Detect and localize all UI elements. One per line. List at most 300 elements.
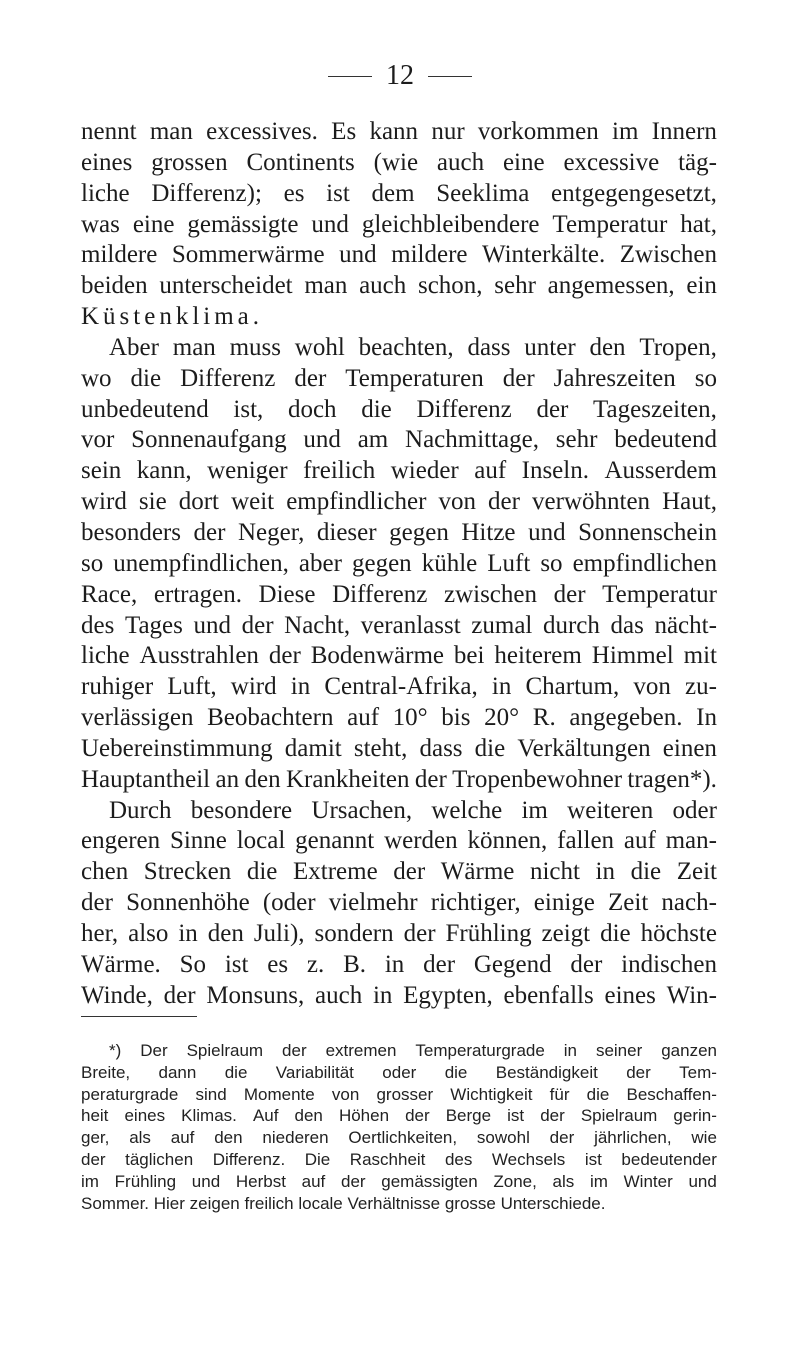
word: Sommer. bbox=[81, 1193, 154, 1213]
word: mildere bbox=[391, 241, 468, 269]
word: sehr bbox=[555, 426, 598, 454]
word: können, bbox=[467, 827, 548, 855]
word: einen bbox=[662, 734, 717, 762]
word: den bbox=[207, 919, 244, 947]
word: fallen bbox=[557, 827, 615, 855]
word: nächt- bbox=[654, 611, 717, 639]
word: gegen bbox=[351, 549, 412, 577]
word: verlässigen bbox=[81, 704, 194, 732]
footnote-line bbox=[81, 1149, 717, 1171]
word: Strecken bbox=[143, 858, 232, 886]
word: freilich bbox=[303, 457, 376, 485]
word: was bbox=[81, 210, 120, 238]
word: Himmel bbox=[591, 642, 674, 670]
word: nur bbox=[431, 118, 465, 145]
word: vorkommen bbox=[477, 118, 599, 145]
word: wird bbox=[230, 673, 277, 701]
word: Continents bbox=[246, 148, 355, 176]
word: Temperaturgrade bbox=[415, 1041, 545, 1060]
word: B. bbox=[343, 950, 367, 978]
word: Uebereinstimmung bbox=[81, 734, 273, 762]
word: am bbox=[357, 426, 389, 454]
word: Wärme bbox=[440, 858, 515, 886]
word: Neger, bbox=[238, 518, 305, 546]
word: man bbox=[172, 333, 216, 361]
footnote-line bbox=[81, 1084, 717, 1106]
word: und bbox=[688, 1171, 717, 1191]
word: Höhen bbox=[338, 1106, 390, 1126]
word: unbedeutend bbox=[81, 395, 209, 423]
word: sondern bbox=[314, 919, 394, 947]
word: höchste bbox=[640, 919, 717, 947]
word: Spielraum bbox=[186, 1041, 264, 1060]
word: als bbox=[552, 1171, 575, 1191]
word: Hitze bbox=[461, 518, 516, 546]
word: die bbox=[246, 858, 278, 886]
footnote-separator bbox=[81, 1016, 197, 1017]
word: so bbox=[81, 549, 104, 577]
word: Tropenbewohner bbox=[452, 765, 623, 793]
text-line bbox=[81, 950, 717, 981]
word: Krankheiten bbox=[285, 765, 410, 793]
page-number: 12 bbox=[386, 60, 414, 91]
word: Extreme bbox=[293, 858, 378, 886]
word: Tem- bbox=[679, 1062, 717, 1082]
word: auch bbox=[436, 148, 485, 176]
word: indischen bbox=[621, 950, 717, 978]
word: extremen bbox=[325, 1041, 397, 1060]
word: als bbox=[129, 1128, 151, 1148]
word: liche bbox=[81, 642, 130, 670]
word: empfindlichen bbox=[572, 549, 717, 577]
word: Tageszeiten, bbox=[593, 395, 717, 423]
word: Oertlichkeiten, bbox=[348, 1128, 458, 1148]
word: vielmehr bbox=[328, 889, 418, 917]
text-line bbox=[81, 703, 717, 734]
text-line bbox=[81, 210, 717, 241]
word: ertragen. bbox=[153, 580, 242, 608]
word: local bbox=[236, 827, 286, 855]
word: weiteren bbox=[567, 796, 654, 824]
word: also bbox=[128, 919, 169, 947]
word: Differenz bbox=[180, 364, 276, 392]
word: in bbox=[563, 1041, 578, 1060]
text-line bbox=[81, 672, 717, 703]
word: dass bbox=[419, 734, 463, 762]
footnote-line bbox=[81, 1062, 717, 1084]
word: Es bbox=[331, 118, 357, 145]
word: hat, bbox=[680, 210, 717, 238]
word: Momente bbox=[243, 1084, 315, 1104]
word: Hier bbox=[153, 1193, 190, 1213]
word: auf bbox=[170, 1128, 195, 1148]
word: besonders bbox=[81, 518, 181, 546]
word: auf bbox=[347, 704, 380, 732]
word: der bbox=[403, 919, 436, 947]
text-line bbox=[81, 765, 717, 796]
word: Sonnenschein bbox=[578, 518, 717, 546]
word: empfindlicher bbox=[286, 488, 427, 516]
word: beachten, bbox=[358, 333, 454, 361]
text-line bbox=[81, 364, 717, 395]
word: der bbox=[294, 364, 327, 392]
word: excessives. bbox=[206, 118, 318, 145]
word: Differenz bbox=[332, 580, 428, 608]
word: an bbox=[215, 765, 240, 793]
text-line bbox=[81, 549, 717, 580]
word: liche bbox=[81, 179, 130, 207]
word: des bbox=[81, 611, 115, 639]
word: im bbox=[521, 796, 548, 824]
word: man bbox=[149, 118, 193, 145]
word: es bbox=[283, 179, 305, 207]
word: Winde, bbox=[81, 981, 153, 1009]
word: durch bbox=[542, 611, 600, 639]
word: Tages bbox=[124, 611, 183, 639]
word: Frühling bbox=[114, 1171, 177, 1191]
word: Ausstrahlen bbox=[139, 642, 259, 670]
word: der bbox=[540, 1106, 565, 1126]
word: die bbox=[224, 1062, 248, 1082]
word: excessive bbox=[563, 148, 660, 176]
text-line bbox=[81, 919, 717, 950]
word: ger, bbox=[81, 1128, 110, 1148]
word: die bbox=[130, 364, 162, 392]
word: her, bbox=[81, 919, 119, 947]
word: locale bbox=[298, 1193, 348, 1213]
word: eine bbox=[132, 210, 175, 238]
word: zu- bbox=[685, 673, 717, 701]
word: sowohl bbox=[476, 1128, 530, 1148]
word: nach- bbox=[661, 889, 717, 917]
word: Durch bbox=[109, 796, 172, 824]
word: bedeutend bbox=[614, 426, 717, 454]
word: richtiger, bbox=[430, 889, 521, 917]
word: Küstenklima. bbox=[81, 303, 264, 331]
word: der bbox=[626, 1062, 651, 1082]
word: zwischen bbox=[443, 580, 537, 608]
word: einige bbox=[533, 889, 595, 917]
footnote bbox=[81, 1040, 717, 1214]
word: ganzen bbox=[661, 1041, 717, 1060]
text-line bbox=[81, 981, 717, 1012]
text-line bbox=[81, 240, 717, 271]
text-line bbox=[81, 518, 717, 549]
word: bedeutender bbox=[621, 1149, 717, 1169]
word: der bbox=[81, 1149, 106, 1169]
word: Sommerwärme bbox=[171, 241, 325, 269]
word: und bbox=[191, 1171, 221, 1191]
word: der bbox=[340, 1171, 366, 1191]
word: mit bbox=[683, 642, 717, 670]
word: ist, bbox=[233, 395, 264, 423]
word: weit bbox=[231, 488, 275, 516]
word: der bbox=[502, 364, 535, 392]
word: und bbox=[339, 241, 377, 269]
word: man- bbox=[665, 827, 717, 855]
word: Bodenwärme bbox=[310, 642, 444, 670]
word: Ausserdem bbox=[604, 457, 717, 485]
word: grosse bbox=[444, 1193, 501, 1213]
word: Sonnenaufgang bbox=[131, 426, 287, 454]
word: der bbox=[536, 395, 569, 423]
word: in bbox=[290, 673, 311, 701]
word: grosser bbox=[376, 1084, 434, 1104]
word: Variabilität bbox=[275, 1062, 354, 1082]
word: Tropen, bbox=[639, 333, 717, 361]
word: sein bbox=[81, 457, 122, 485]
word: der bbox=[488, 488, 520, 516]
word: der bbox=[423, 950, 456, 978]
word: jährlichen, bbox=[594, 1128, 672, 1148]
word: von bbox=[438, 488, 476, 516]
word: den bbox=[589, 333, 626, 361]
word: auf bbox=[623, 827, 656, 855]
word: für bbox=[549, 1084, 570, 1104]
word: Innern bbox=[651, 118, 717, 145]
word: die bbox=[361, 395, 392, 423]
word: Beobachtern bbox=[207, 704, 334, 732]
word: Monsuns, bbox=[206, 981, 305, 1009]
word: sehr bbox=[494, 272, 536, 300]
footnote-line bbox=[81, 1040, 717, 1062]
word: Beständigkeit bbox=[495, 1062, 598, 1082]
word: entgegengesetzt, bbox=[551, 179, 717, 207]
word: Jahreszeiten bbox=[553, 364, 676, 392]
word: Seeklima bbox=[436, 179, 530, 207]
text-line bbox=[81, 148, 717, 179]
word: eines bbox=[604, 981, 656, 1009]
word: Sinne bbox=[169, 827, 227, 855]
text-line bbox=[81, 487, 717, 518]
text-line bbox=[81, 179, 717, 210]
word: engeren bbox=[81, 827, 161, 855]
word: in bbox=[384, 950, 405, 978]
word: Klimas. bbox=[181, 1106, 237, 1126]
footnote-line bbox=[81, 1127, 717, 1149]
word: eines bbox=[124, 1106, 166, 1126]
word: grossen bbox=[151, 148, 228, 176]
word: vor bbox=[81, 426, 115, 454]
word: R. bbox=[532, 704, 556, 732]
word: im bbox=[612, 118, 639, 145]
word: die bbox=[444, 1062, 468, 1082]
word: Spielraum bbox=[580, 1106, 658, 1126]
word: die bbox=[630, 858, 662, 886]
word: gleichbleibendere bbox=[361, 210, 540, 238]
word: Auf bbox=[252, 1106, 279, 1126]
word: der bbox=[553, 580, 586, 608]
word: in bbox=[491, 673, 512, 701]
word: im bbox=[589, 1171, 608, 1191]
word: Inseln. bbox=[521, 457, 589, 485]
word: Sonnenhöhe bbox=[126, 889, 250, 917]
word: Verkältungen bbox=[517, 734, 651, 762]
word: beiden bbox=[81, 272, 148, 300]
word: von bbox=[633, 673, 671, 701]
word: nicht bbox=[529, 858, 580, 886]
word: Beschaffen- bbox=[626, 1084, 717, 1104]
word: Differenz bbox=[416, 395, 512, 423]
word: Race, bbox=[81, 580, 138, 608]
word: Luft, bbox=[167, 673, 217, 701]
header-rule-left bbox=[328, 76, 372, 77]
word: der bbox=[241, 611, 274, 639]
word: ruhiger bbox=[81, 673, 154, 701]
word: Unterschiede. bbox=[500, 1193, 606, 1213]
word: der bbox=[282, 1041, 307, 1060]
word: auch bbox=[359, 272, 407, 300]
word: seiner bbox=[595, 1041, 643, 1060]
word: oder bbox=[382, 1062, 417, 1082]
word: angegeben. bbox=[569, 704, 683, 732]
word: Wechsels bbox=[491, 1149, 566, 1169]
word: wohl bbox=[294, 333, 345, 361]
word: gerin- bbox=[673, 1106, 717, 1126]
word: im bbox=[81, 1171, 99, 1191]
word: Zwischen bbox=[619, 241, 717, 269]
word: der bbox=[268, 642, 301, 670]
word: Der bbox=[140, 1041, 168, 1060]
word: der bbox=[414, 765, 447, 793]
word: Breite, bbox=[81, 1062, 131, 1082]
word: z. bbox=[306, 950, 325, 978]
word: die bbox=[474, 734, 506, 762]
word: so bbox=[540, 549, 563, 577]
word: täglichen bbox=[125, 1149, 194, 1169]
word: sie bbox=[138, 488, 167, 516]
word: auf bbox=[301, 1171, 326, 1191]
word: unterscheidet bbox=[159, 272, 293, 300]
word: Hauptantheil bbox=[81, 765, 211, 793]
paragraph-start-line bbox=[81, 796, 717, 827]
word: bis bbox=[441, 704, 471, 732]
word: dem bbox=[371, 179, 415, 207]
word: wird bbox=[81, 488, 127, 516]
word: Temperaturen bbox=[345, 364, 484, 392]
word: angemessen, bbox=[547, 272, 675, 300]
word: unempfindlichen, bbox=[113, 549, 289, 577]
word: (wie bbox=[373, 148, 419, 176]
paragraph-start-line bbox=[81, 333, 717, 364]
word: zeigt bbox=[541, 919, 591, 947]
text-line bbox=[81, 456, 717, 487]
word: in bbox=[595, 858, 615, 886]
word: Differenz. bbox=[212, 1149, 286, 1169]
word: man bbox=[304, 272, 348, 300]
word: Winter bbox=[623, 1171, 673, 1191]
footnote-line bbox=[81, 1105, 717, 1127]
text-line bbox=[81, 857, 717, 888]
word: veranlasst bbox=[360, 611, 461, 639]
word: die bbox=[586, 1084, 610, 1104]
word: das bbox=[610, 611, 644, 639]
word: Chartum, bbox=[525, 673, 620, 701]
word: besondere bbox=[190, 796, 293, 824]
word: dieser bbox=[316, 518, 377, 546]
word: ist bbox=[584, 1149, 602, 1169]
word: doch bbox=[287, 395, 337, 423]
word: 10° bbox=[392, 704, 428, 732]
word: steht, bbox=[353, 734, 408, 762]
word: der bbox=[393, 858, 426, 886]
word: in bbox=[372, 981, 393, 1009]
word: muss bbox=[229, 333, 281, 361]
text-line bbox=[81, 888, 717, 919]
word: 20° bbox=[484, 704, 520, 732]
word: Aber bbox=[109, 333, 159, 361]
word: Zone, bbox=[493, 1171, 537, 1191]
word: der bbox=[549, 1128, 575, 1148]
text-line bbox=[81, 641, 717, 672]
word: Wichtigkeit bbox=[450, 1084, 533, 1104]
word: unter bbox=[524, 333, 576, 361]
word: von bbox=[331, 1084, 360, 1104]
word: Juli), bbox=[253, 919, 305, 947]
header-rule-right bbox=[428, 76, 472, 77]
word: und bbox=[528, 518, 566, 546]
word: ist bbox=[507, 1106, 525, 1126]
word: kann, bbox=[136, 457, 192, 485]
word: Haut, bbox=[662, 488, 717, 516]
word: zeigen bbox=[189, 1193, 245, 1213]
word: heiterem bbox=[494, 642, 582, 670]
word: ein bbox=[686, 272, 717, 300]
word: oder bbox=[672, 796, 717, 824]
word: damit bbox=[284, 734, 342, 762]
text-line bbox=[81, 734, 717, 765]
word: zumal bbox=[471, 611, 533, 639]
word: niederen bbox=[262, 1128, 329, 1148]
word: der bbox=[193, 518, 226, 546]
word: (oder bbox=[262, 889, 316, 917]
word: eines bbox=[81, 148, 133, 176]
word: Temperatur bbox=[552, 210, 668, 238]
word: ist bbox=[326, 179, 350, 207]
word: der bbox=[163, 981, 196, 1009]
word: nennt bbox=[81, 118, 137, 145]
word: Berge bbox=[445, 1106, 492, 1126]
word: Die bbox=[304, 1149, 331, 1169]
word: dann bbox=[158, 1062, 197, 1082]
word: gegen bbox=[389, 518, 449, 546]
word: täg- bbox=[678, 148, 717, 176]
word: den bbox=[214, 1128, 243, 1148]
word: und bbox=[193, 611, 231, 639]
word: Frühling bbox=[445, 919, 532, 947]
word: *) bbox=[109, 1041, 122, 1060]
word: chen bbox=[81, 858, 129, 886]
word: freilich bbox=[244, 1193, 299, 1213]
word: aber bbox=[298, 549, 342, 577]
word: des bbox=[444, 1149, 473, 1169]
word: den bbox=[294, 1106, 323, 1126]
word: und bbox=[311, 210, 349, 238]
text-line bbox=[81, 425, 717, 456]
word: Nacht, bbox=[284, 611, 351, 639]
word: mildere bbox=[81, 241, 158, 269]
word: genannt bbox=[295, 827, 375, 855]
word: Winterkälte. bbox=[482, 241, 606, 269]
text-line bbox=[81, 826, 717, 857]
footnote-line bbox=[81, 1193, 717, 1215]
word: auf bbox=[474, 457, 507, 485]
text-line bbox=[81, 580, 717, 611]
word: Raschheit bbox=[349, 1149, 426, 1169]
word: der bbox=[405, 1106, 430, 1126]
word: Egypten, bbox=[403, 981, 493, 1009]
word: kühle bbox=[421, 549, 478, 577]
